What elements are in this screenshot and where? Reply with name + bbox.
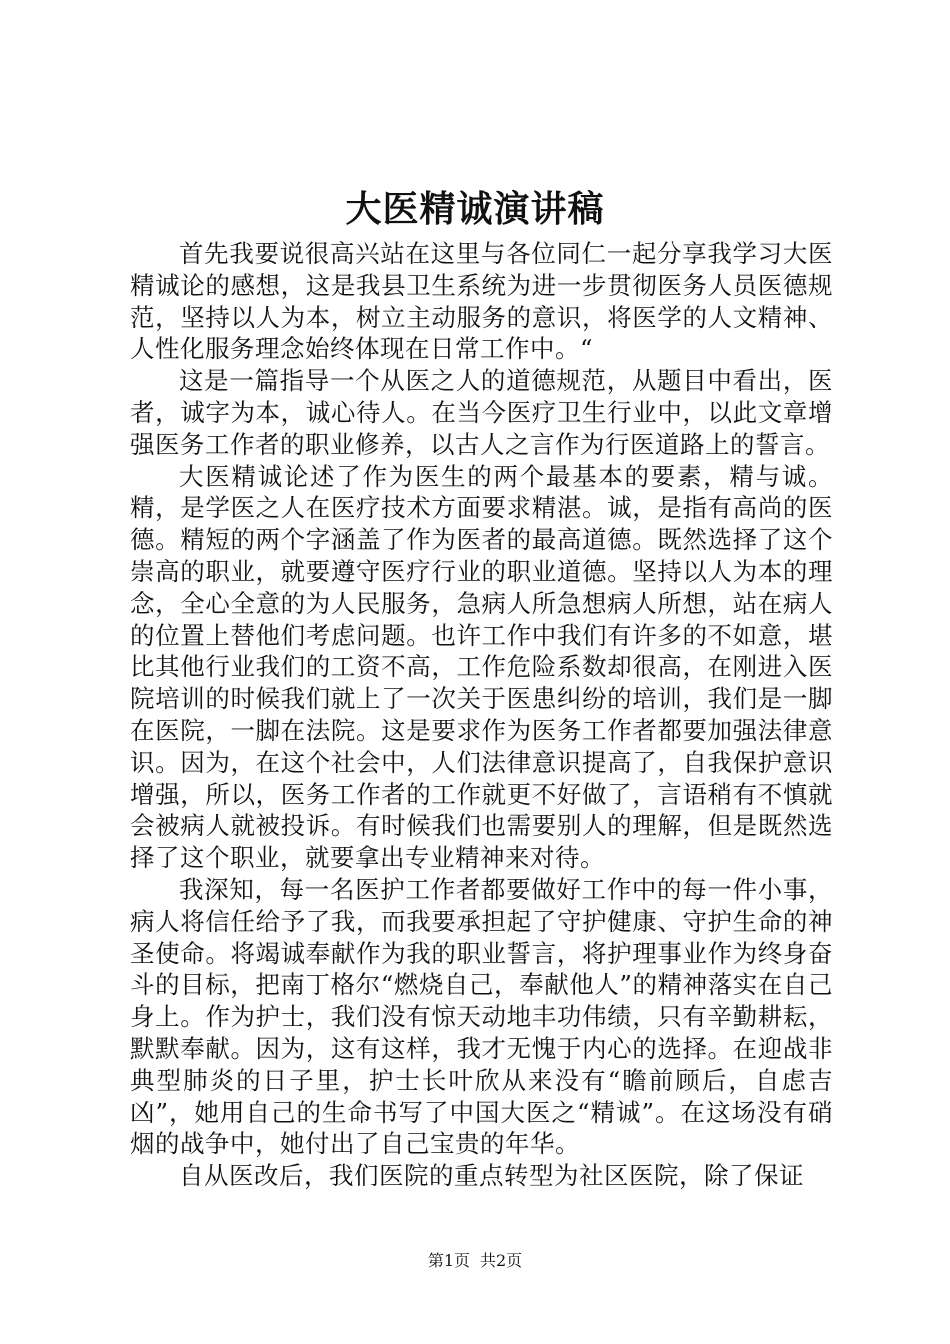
paragraph: 我深知，每一名医护工作者都要做好工作中的每一件小事，病人将信任给予了我，而我要承担起了守护健康、守护生命的神圣使命。将竭诚奉献作为我的职业誓言，将护理事业作为终身奋斗的目标，把南丁格尔“燃烧自己，奉献他人”的精神落实在自己身上。作为护士，我们没有惊天动地丰功伟绩，只有辛勤耕耘，默默奉献。因为，这有这样，我才无愧于内心的选择。在迎战非典型肺炎的日子里，护士长叶欣从来没有“瞻前顾后，自虑吉凶”，她用自己的生命书写了中国大医之“精诚”。在这场没有硝烟的战争中，她付出了自己宝贵的年华。 — [130, 874, 833, 1159]
page-footer — [0, 1250, 950, 1272]
document-title: 大医精诚演讲稿 — [345, 188, 605, 230]
page-total: 共2页 — [480, 1251, 523, 1270]
paragraph: 这是一篇指导一个从医之人的道德规范，从题目中看出，医者，诚字为本，诚心待人。在当今医疗卫生行业中，以此文章增强医务工作者的职业修养，以古人之言作为行医道路上的誓言。 — [130, 366, 833, 459]
paragraph: 首先我要说很高兴站在这里与各位同仁一起分享我学习大医精诚论的感想，这是我县卫生系统为进一步贯彻医务人员医德规范，坚持以人为本，树立主动服务的意识，将医学的人文精神、人性化服务理念始终体现在日常工作中。“ — [130, 239, 833, 364]
page-number: 第1页 — [427, 1251, 470, 1270]
document-body — [130, 238, 833, 1192]
paragraph: 大医精诚论述了作为医生的两个最基本的要素，精与诚。精，是学医之人在医疗技术方面要求精湛。诚，是指有高尚的医德。精短的两个字涵盖了作为医者的最高道德。既然选择了这个崇高的职业，就要遵守医疗行业的职业道德。坚持以人为本的理念，全心全意的为人民服务，急病人所急想病人所想，站在病人的位置上替他们考虑问题。也许工作中我们有许多的不如意，堪比其他行业我们的工资不高，工作危险系数却很高，在刚进入医院培训的时候我们就上了一次关于医患纠纷的培训，我们是一脚在医院，一脚在法院。这是要求作为医务工作者都要加强法律意识。因为，在这个社会中，人们法律意识提高了，自我保护意识增强，所以，医务工作者的工作就更不好做了，言语稍有不慎就会被病人就被投诉。有时候我们也需要别人的理解，但是既然选择了这个职业，就要拿出专业精神来对待。 — [130, 461, 833, 873]
paragraph: 自从医改后，我们医院的重点转型为社区医院，除了保证 — [179, 1161, 804, 1191]
